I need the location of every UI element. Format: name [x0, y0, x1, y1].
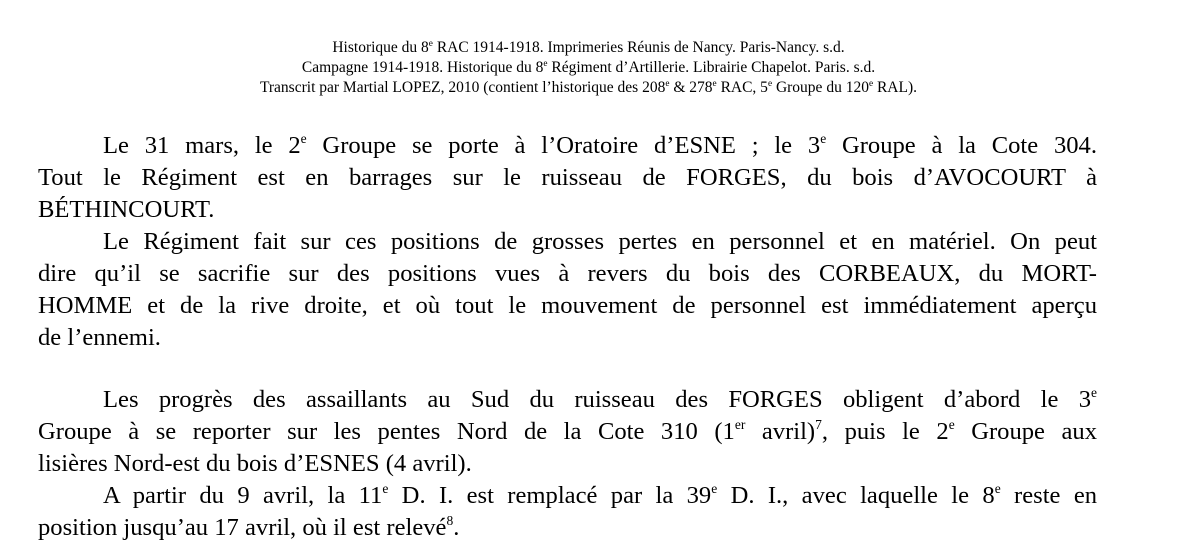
text-line: Les progrès des assaillants au Sud du ruisseau des FORGES obligent d’abord le 3e — [103, 384, 1097, 413]
text-line: BÉTHINCOURT. — [38, 196, 215, 223]
text-line: dire qu’il se sacrifie sur des positions vues à revers du bois des CORBEAUX, du MORT- — [38, 260, 1097, 287]
paragraph-april-9 — [38, 480, 1097, 544]
text-line: lisières Nord-est du bois d’ESNES (4 avril). — [38, 450, 472, 477]
paragraph-losses — [38, 226, 1097, 354]
paragraph-march-31 — [38, 130, 1097, 226]
text-line: Groupe à se reporter sur les pentes Nord de la Cote 310 (1er avril)$^7$, puis le 2e Groupe aux — [38, 416, 1098, 445]
text-line: Le Régiment fait sur ces positions de grosses pertes en personnel et en matériel. On peut — [103, 228, 1097, 255]
text-line: position jusqu’au 17 avril, où il est relevé$^8$. — [38, 512, 460, 541]
header-line-transcriber: Transcrit par Martial LOPEZ, 2010 (contient l’historique des 208e & 278e RAC, 5e Groupe du 120e RAL). — [259, 78, 918, 96]
text-line: A partir du 9 avril, la 11e D. I. est remplacé par la 39e D. I., avec laquelle le 8e reste en — [103, 480, 1098, 509]
document-body — [38, 130, 1097, 544]
paragraph-progress — [38, 384, 1097, 480]
header-line-source-1: Historique du 8e RAC 1914-1918. Imprimeries Réunis de Nancy. Paris-Nancy. s.d. — [332, 38, 845, 56]
paragraph-gap — [38, 354, 1097, 384]
text-line: Tout le Régiment est en barrages sur le ruisseau de FORGES, du bois d’AVOCOURT à — [38, 164, 1097, 191]
text-line: HOMME et de la rive droite, et où tout le mouvement de personnel est immédiatement aperçu — [38, 292, 1097, 319]
page-header — [0, 38, 1177, 98]
header-line-source-2: Campagne 1914-1918. Historique du 8e Régiment d’Artillerie. Librairie Chapelot. Paris. s.d. — [301, 58, 876, 76]
text-line: de l’ennemi. — [38, 324, 161, 351]
text-line: Le 31 mars, le 2e Groupe se porte à l’Oratoire d’ESNE ; le 3e Groupe à la Cote 304. — [103, 130, 1097, 159]
